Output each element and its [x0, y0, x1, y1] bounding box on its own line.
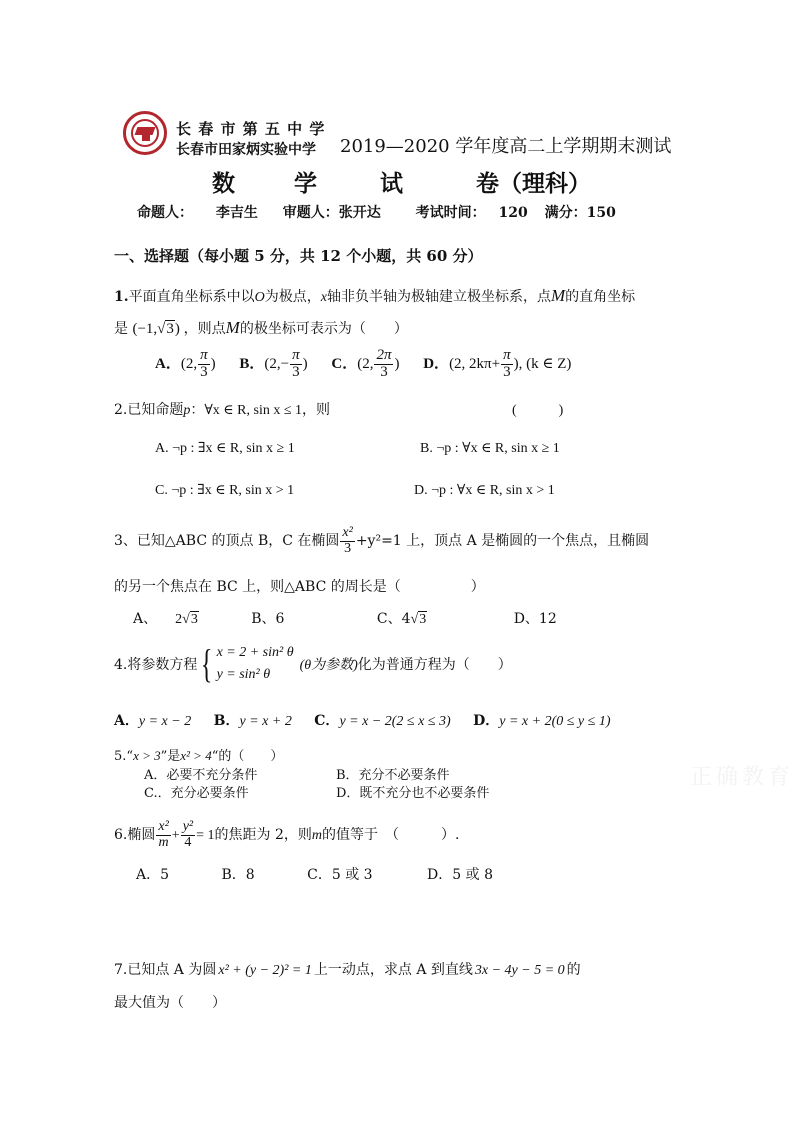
q1-coord: (−1,√3)	[132, 321, 180, 337]
subject-char-2: 学	[294, 170, 317, 197]
watermark: 正确教育	[690, 765, 794, 790]
q1-text: 的极坐标可表示为（ ）	[239, 321, 408, 337]
time-label: 考试时间：	[415, 205, 486, 221]
school-name-2: 长春市田家炳实验中学	[176, 142, 316, 158]
school-name-1: 长 春 市 第 五 中 学	[176, 120, 326, 138]
q1-text: 轴非负半轴为极轴建立极坐标系，点	[326, 289, 551, 305]
q1-text: ，则点	[183, 321, 226, 337]
q5-option-b[interactable]: B．充分不必要条件	[336, 768, 450, 783]
author-label: 命题人：	[137, 205, 193, 221]
school-logo	[123, 111, 167, 155]
q7-line2: 最大值为（ ）	[114, 995, 226, 1011]
q4-eq1: x = 2 + sin² θ	[216, 645, 294, 660]
q4-stem: 4.将参数方程{ x = 2 + sin² θ y = sin² θ (θ为参数)化为普通方程为（ ）	[114, 641, 512, 686]
q2-option-a[interactable]: A. ¬p : ∃x ∈ R, sin x ≥ 1	[155, 441, 295, 456]
q7-stem: 7.已知点 A 为圆 x² + (y − 2)² = 1 上一动点，求点 A 到直线 3x − 4y − 5 = 0 的	[114, 962, 581, 978]
score: 150	[586, 205, 616, 221]
q1-line2	[114, 318, 408, 338]
exam-meta	[137, 202, 616, 222]
reviewer-label: 审题人：	[282, 205, 339, 221]
q2-option-b[interactable]: B. ¬p : ∀x ∈ R, sin x ≥ 1	[420, 441, 560, 456]
q3-options	[133, 608, 557, 628]
q1-option-c[interactable]: C．(2, $\frac{2\pi}{3}$ )	[331, 347, 400, 380]
q1-o: O	[254, 290, 265, 305]
q1-text: 为极点，	[264, 289, 321, 305]
q5-option-a[interactable]: A．必要不充分条件	[144, 768, 258, 783]
q4-option-b[interactable]: B．y = x + 2	[213, 713, 292, 729]
q4-option-a[interactable]: A．y = x − 2	[114, 713, 192, 729]
time: 120	[498, 205, 528, 221]
q1-x: x	[320, 290, 327, 305]
q6-option-c[interactable]: C．5 或 3	[307, 867, 373, 883]
subject-char-1: 数	[212, 170, 235, 197]
q6-stem: 6.椭圆 $\frac{\text{x²}}{m}$ + $\frac{\text{y²}}{4}$ = 1的焦距为 2，则m的值等于 （ ）.	[114, 819, 460, 850]
q1-number: 1.	[114, 289, 129, 305]
q6-option-d[interactable]: D．5 或 8	[427, 867, 493, 883]
q6-option-a[interactable]: A．5	[136, 867, 170, 883]
q2-answer-paren: ( )	[512, 403, 564, 418]
q1-m: M	[550, 286, 566, 305]
q4-options	[114, 710, 611, 730]
exam-title: 2019—2020 学年度高二上学期期末测试	[340, 136, 672, 157]
q3-option-c[interactable]: C、4√3	[376, 611, 427, 627]
graduation-cap-icon	[135, 127, 156, 135]
score-label: 满分：	[544, 205, 587, 221]
author: 李吉生	[215, 205, 258, 221]
q1-m: M	[225, 318, 240, 337]
q3-option-d[interactable]: D、12	[513, 611, 557, 627]
q5-option-c[interactable]: C.．充分必要条件	[144, 786, 249, 801]
reviewer: 张开达	[338, 205, 381, 221]
q2-option-c[interactable]: C. ¬p : ∃x ∈ R, sin x > 1	[155, 483, 295, 498]
q1-options	[155, 348, 571, 381]
q4-option-d[interactable]: D．y = x + 2(0 ≤ y ≤ 1)	[473, 713, 611, 729]
q1-text: 是	[114, 321, 128, 337]
q3-option-b[interactable]: B、6	[251, 611, 285, 627]
q4-eq2: y = sin² θ	[216, 667, 271, 682]
q5-option-d[interactable]: D．既不充分也不必要条件	[336, 786, 490, 801]
q2-option-d[interactable]: D. ¬p : ∀x ∈ R, sin x > 1	[414, 483, 555, 498]
q3-option-a[interactable]: A、 2√3	[133, 611, 198, 627]
q1-option-b[interactable]: B．(2,− $\frac{\pi}{3}$ )	[239, 347, 308, 380]
q6-option-b[interactable]: B．8	[221, 867, 255, 883]
q1-text: 平面直角坐标系中以	[128, 289, 255, 305]
q4-option-c[interactable]: C．y = x − 2(2 ≤ x ≤ 3)	[314, 713, 451, 729]
q6-options	[136, 864, 493, 884]
q5-stem: 5.“x > 3”是x² > 4“的（ ）	[114, 748, 284, 764]
q3-stem: 3、已知△ABC 的顶点 B，C 在椭圆 $\frac{\text{x²}}{3}$ +y²=1 上，顶点 A 是椭圆的一个焦点，且椭圆	[114, 525, 650, 556]
q2-stem: 2.已知命题p：∀x ∈ R, sin x ≤ 1，则	[114, 402, 331, 418]
q1-option-d[interactable]: D．(2, 2kπ+ $\frac{\pi}{3}$ ), (k ∈ Z)	[423, 347, 572, 380]
q1-option-a[interactable]: A．(2, $\frac{\pi}{3}$ )	[155, 347, 216, 380]
section-title: 一、选择题（每小题 5 分，共 12 个小题，共 60 分）	[114, 247, 483, 265]
q1-line1	[114, 286, 635, 306]
q3-line2: 的另一个焦点在 BC 上，则△ABC 的周长是（ ）	[114, 579, 485, 595]
subject-char-4: 卷（理科）	[476, 170, 591, 197]
subject-char-3: 试	[380, 170, 403, 197]
q1-text: 的直角坐标	[565, 289, 636, 305]
